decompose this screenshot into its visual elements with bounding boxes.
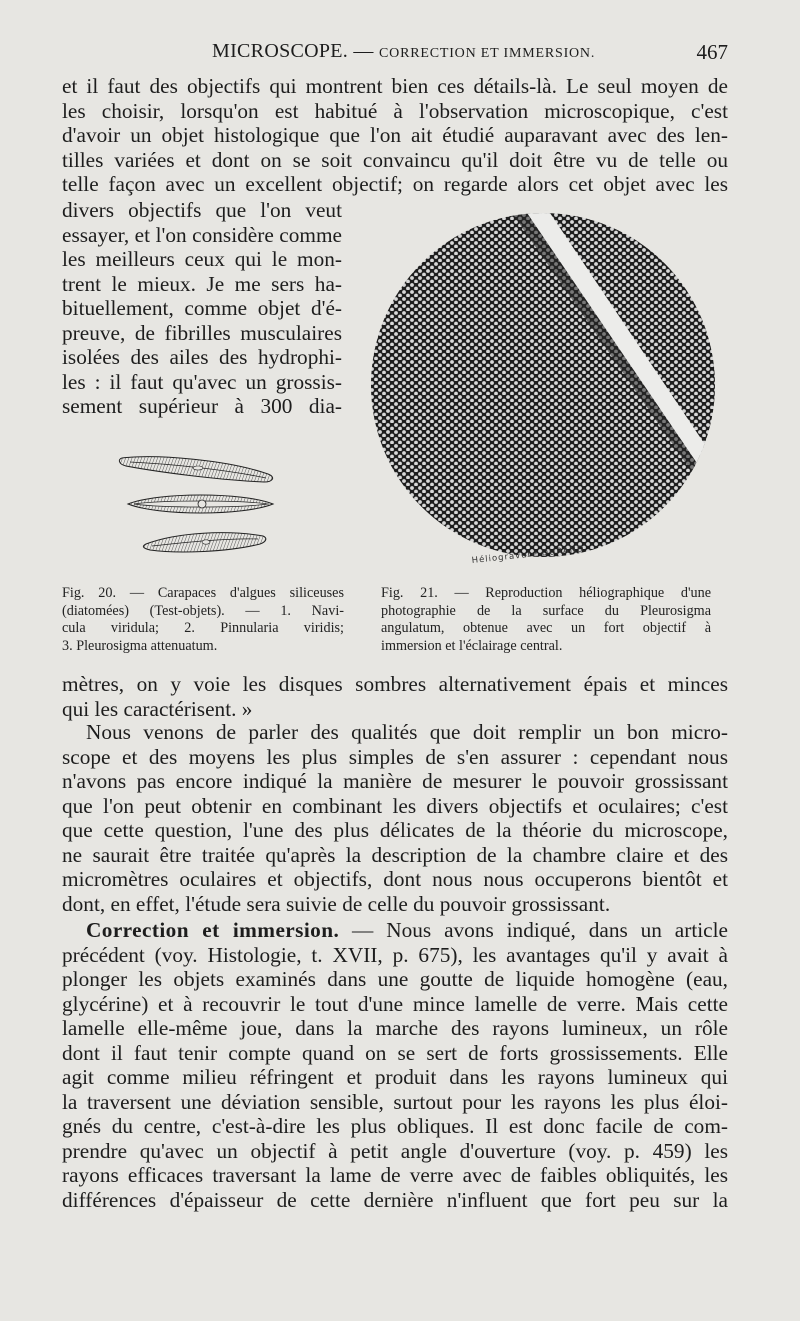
text-line: Nous venons de parler des qualités que doit remplir un bon micro- — [86, 720, 728, 744]
caption-line: immersion et l'éclairage central. — [381, 637, 563, 654]
text-line: différences d'épaisseur de cette dernière n'influent que fort peu sur la — [62, 1187, 728, 1212]
running-header — [62, 40, 728, 68]
text-line: la traversent une déviation sensible, surtout pour les rayons les plus éloi- — [62, 1089, 728, 1114]
figure-20-caption — [62, 585, 344, 655]
caption-line: angulatum, obtenue avec un fort objectif à — [381, 620, 711, 636]
text-line: les meilleurs ceux qui le mon- — [62, 247, 342, 271]
text-line: micromètres oculaires et objectifs, dont nous nous occuperons bientôt et — [62, 867, 728, 891]
section-first-line — [62, 918, 728, 943]
text-line: trent le mieux. Je me sers ha- — [62, 271, 342, 296]
text-line: dont il faut tenir compte quand on se sert de forts grossissements. Elle — [62, 1040, 728, 1065]
paragraph-continuation — [62, 672, 728, 721]
paragraph-top — [62, 74, 728, 197]
text-line: dont, en effet, l'étude sera suivie de celle du pouvoir grossissant. — [62, 891, 611, 916]
figure-20-diatoms — [118, 452, 283, 562]
running-head-sub: CORRECTION ET IMMERSION. — [379, 46, 596, 61]
diatoms-illustration — [118, 452, 283, 562]
caption-line: Fig. 20. — Carapaces d'algues siliceuses — [62, 585, 344, 601]
text-line: plonger les objets examinés dans une goutte de liquide homogène (eau, — [62, 967, 728, 991]
running-head-title — [212, 40, 595, 63]
paragraph-left-column — [62, 198, 342, 419]
engraver-mark: Héliogravure DURAND — [471, 544, 586, 563]
text-line: prendre qu'avec un objectif à petit angle d'ouverture (voy. p. 459) les — [62, 1138, 728, 1163]
diatom-pinnularia — [128, 495, 273, 513]
text-line: agit comme milieu réfringent et produit dans les rayons lumineux qui — [62, 1065, 728, 1089]
text-line: gnés du centre, c'est-à-dire les plus obliques. Il est donc facile de com- — [62, 1114, 728, 1138]
caption-line: photographie de la surface du Pleurosigma — [381, 602, 711, 619]
text-line: que l'on peut obtenir en combinant les divers objectifs et oculaires; c'est — [62, 793, 728, 818]
text-line: n'avons pas encore indiqué la manière de mesurer le pouvoir grossissant — [62, 769, 728, 793]
caption-line: 3. Pleurosigma attenuatum. — [62, 637, 218, 654]
caption-line: (diatomées) (Test-objets). — 1. Navi- — [62, 602, 344, 619]
text-line: sement supérieur à 300 dia- — [62, 394, 342, 418]
page-number: 467 — [696, 40, 728, 64]
paragraph-pouvoir-grossissant — [62, 720, 728, 916]
text-line: les : il faut qu'avec un grossis- — [62, 369, 342, 394]
text-line: les choisir, lorsqu'on est habitué à l'observation microscopique, c'est — [62, 98, 728, 123]
pleurosigma-photograph — [362, 213, 724, 563]
running-head-main: MICROSCOPE. — — [212, 40, 374, 62]
text-line: divers objectifs que l'on veut — [62, 198, 342, 222]
section-first-line-text: — Nous avons indiqué, dans un article — [339, 918, 728, 942]
text-line: telle façon avec un excellent objectif; on regarde alors cet objet avec les — [62, 172, 728, 196]
text-line: mètres, on y voie les disques sombres alternativement épais et minces — [62, 672, 728, 696]
text-line: glycérine) et à recouvrir le tout d'une mince lamelle de verre. Mais cette — [62, 991, 728, 1016]
text-line: que cette question, l'une des plus délicates de la théorie du microscope, — [62, 818, 728, 842]
text-line: lamelle elle-même joue, dans la marche des rayons lumineux, un rôle — [62, 1016, 728, 1040]
text-line: d'avoir un objet histologique que l'on ait étudié auparavant avec des len- — [62, 123, 728, 147]
text-line: isolées des ailes des hydrophi- — [62, 345, 342, 369]
diatom-pleurosigma — [143, 533, 265, 552]
text-line: qui les caractérisent. » — [62, 696, 253, 721]
text-line: précédent (voy. Histologie, t. XVII, p. 675), les avantages qu'il y avait à — [62, 942, 728, 967]
paragraph-correction-immersion — [62, 918, 728, 1212]
diatom-navicula — [119, 457, 272, 482]
figure-21-pleurosigma-photo — [362, 213, 724, 563]
caption-line: Fig. 21. — Reproduction héliographique d'une — [381, 585, 711, 601]
text-line: tilles variées et dont on se soit convaincu qu'il doit être vu de telle ou — [62, 147, 728, 172]
text-line: preuve, de fibrilles musculaires — [62, 320, 342, 345]
text-line: scope et des moyens les plus simples de s'en assurer : cependant nous — [62, 744, 728, 769]
text-line: essayer, et l'on considère comme — [62, 222, 342, 247]
figure-21-caption — [381, 585, 711, 655]
text-line: rayons efficaces traversant la lame de verre avec de faibles obliquités, les — [62, 1163, 728, 1187]
text-line: bituellement, comme objet d'é- — [62, 296, 342, 320]
text-line: ne saurait être traitée qu'après la description de la chambre claire et des — [62, 842, 728, 867]
text-line: et il faut des objectifs qui montrent bien ces détails-là. Le seul moyen de — [62, 74, 728, 98]
section-title: Correction et immersion. — [86, 918, 340, 942]
caption-line: cula viridula; 2. Pinnularia viridis; — [62, 620, 344, 636]
